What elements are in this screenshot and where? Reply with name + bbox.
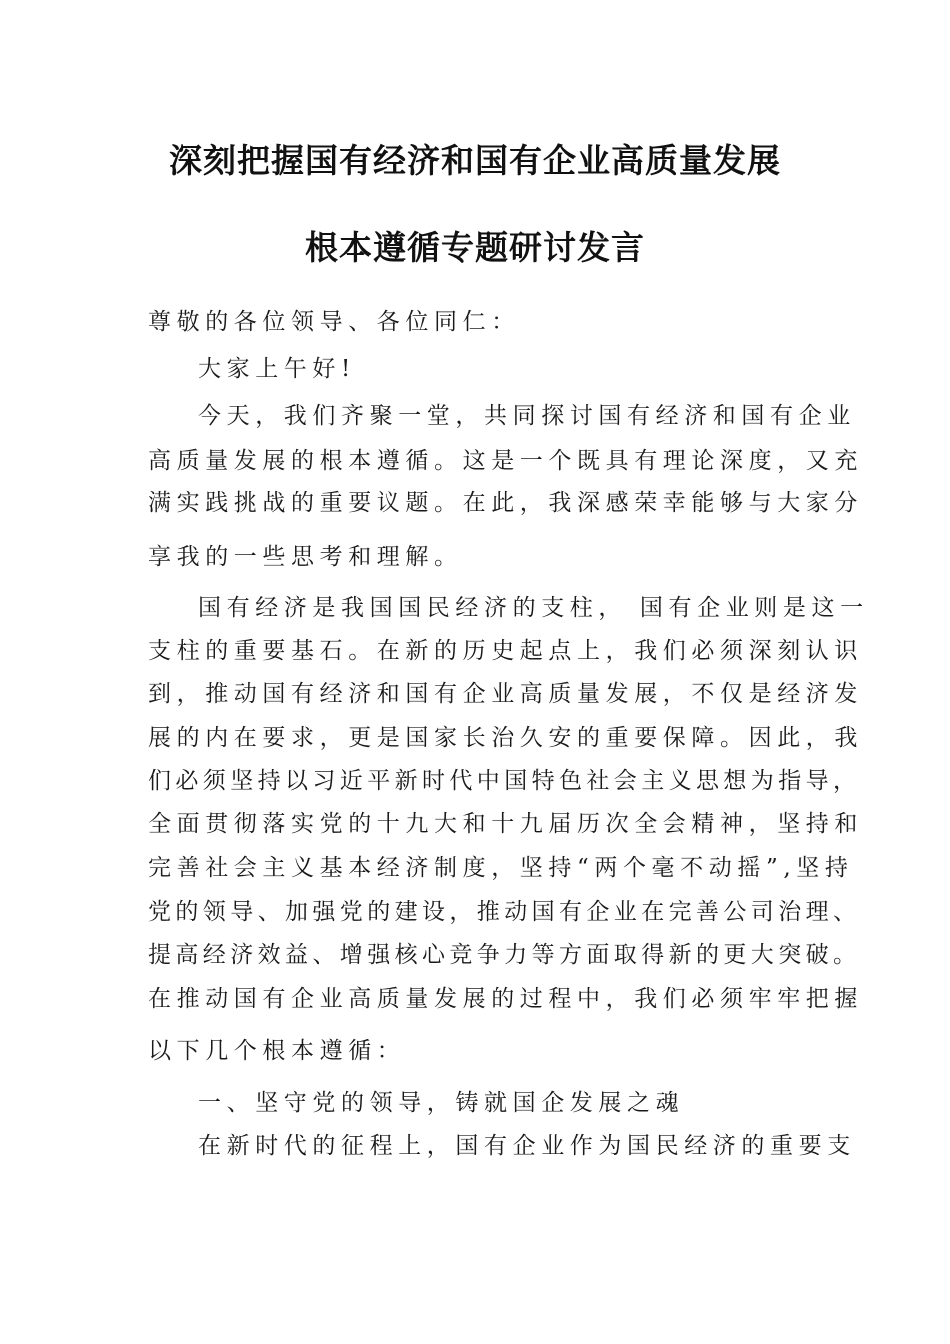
body-line: 在推动国有企业高质量发展的过程中，我们必须牢牢把握 — [148, 986, 863, 1012]
body-line: 在新时代的征程上，国有企业作为国民经济的重要支 — [198, 1133, 856, 1159]
body-line: 全面贯彻落实党的十九大和十九届历次全会精神，坚持和 — [148, 811, 863, 837]
body-line: 满实践挑战的重要议题。在此，我深感荣幸能够与大家分 — [148, 490, 863, 516]
section-heading: 一、坚守党的领导，铸就国企发展之魂 — [198, 1090, 685, 1116]
body-line: 高质量发展的根本遵循。这是一个既具有理论深度，又充 — [148, 448, 863, 474]
body-line: 完善社会主义基本经济制度，坚持“两个毫不动摇”,坚持 — [148, 855, 854, 881]
body-line: 们必须坚持以习近平新时代中国特色社会主义思想为指导， — [148, 768, 861, 794]
body-line: 支柱的重要基石。在新的历史起点上，我们必须深刻认识 — [148, 638, 863, 664]
body-line: 党的领导、加强党的建设，推动国有企业在完善公司治理、 — [148, 899, 861, 925]
document-title-line-2: 根本遵循专题研讨发言 — [305, 228, 645, 267]
body-line: 国有经济是我国国民经济的支柱， 国有企业则是这一 — [198, 595, 869, 621]
body-line: 今天，我们齐聚一堂，共同探讨国有经济和国有企业 — [198, 403, 856, 429]
greeting: 大家上午好! — [198, 356, 356, 382]
document-title-line-1: 深刻把握国有经济和国有企业高质量发展 — [169, 141, 781, 180]
body-line: 以下几个根本遵循： — [148, 1038, 406, 1064]
body-line: 享我的一些思考和理解。 — [148, 544, 463, 570]
body-line: 提高经济效益、增强核心竞争力等方面取得新的更大突破。 — [148, 942, 861, 968]
salutation: 尊敬的各位领导、各位同仁： — [148, 309, 520, 335]
body-line: 到，推动国有经济和国有企业高质量发展，不仅是经济发 — [148, 681, 863, 707]
body-line: 展的内在要求，更是国家长治久安的重要保障。因此，我 — [148, 725, 863, 751]
